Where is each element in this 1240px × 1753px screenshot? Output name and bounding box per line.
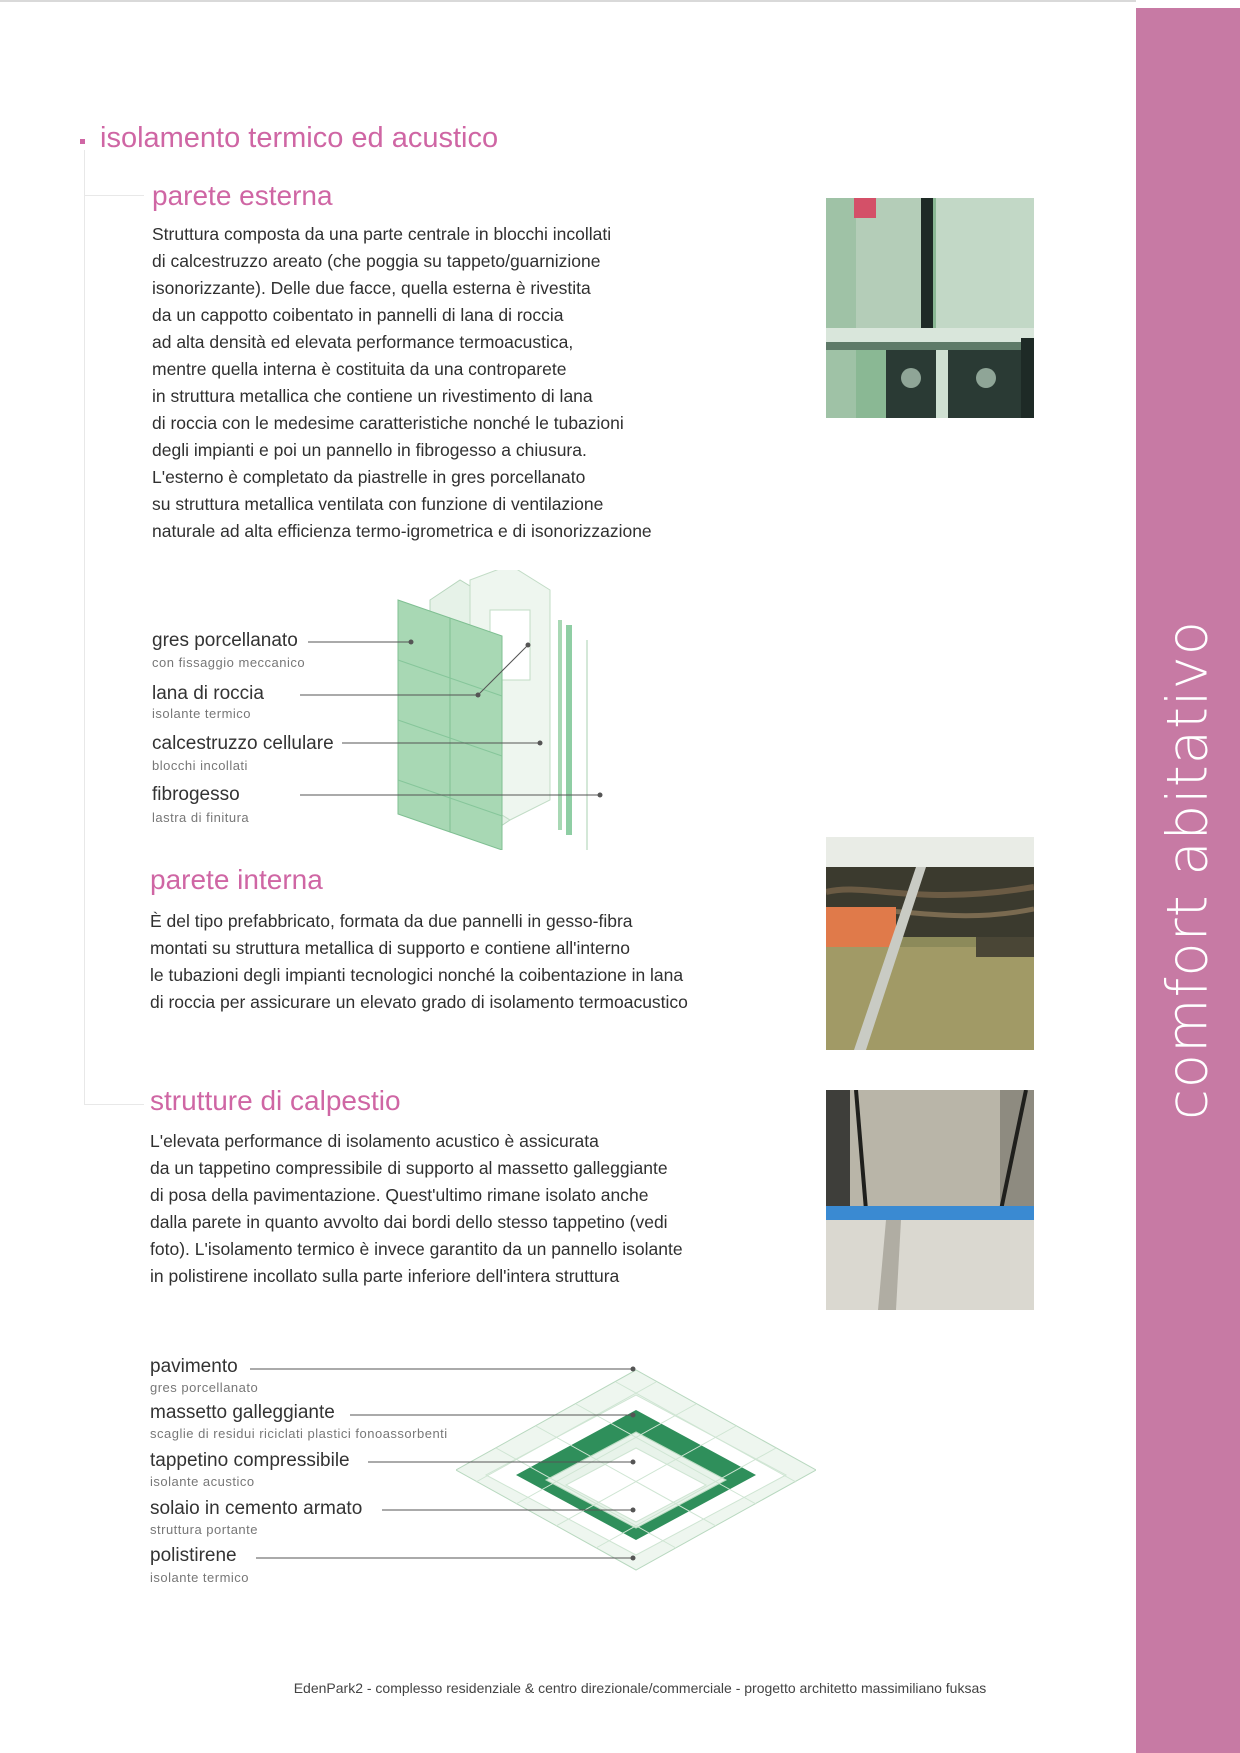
floor-label-polistirene: polistirene	[150, 1545, 237, 1566]
floor-label-solaio: solaio in cemento armato	[150, 1498, 363, 1519]
photo-floor-structure	[826, 1090, 1034, 1310]
title-bullet	[80, 139, 85, 144]
floor-label-tappetino: tappetino compressibile	[150, 1450, 350, 1471]
wall-label-fibrogesso: fibrogesso	[152, 784, 240, 805]
floor-sublabel-tappetino: isolante acustico	[150, 1474, 255, 1489]
photo-internal-wall	[826, 837, 1034, 1050]
section-body-interna: È del tipo prefabbricato, formata da due pannelli in gesso-fibra montati su struttura metallica di supporto e contiene all'interno le tubazioni degli impianti tecnologici nonché la coibentazione in lana di roccia per assicurare un elevato grado di isolamento termoacustico	[150, 911, 688, 1012]
wall-sublabel-calcestruzzo: blocchi incollati	[152, 758, 248, 773]
top-rule	[0, 0, 1136, 2]
floor-sublabel-polistirene: isolante termico	[150, 1570, 250, 1585]
page-title: isolamento termico ed acustico	[100, 122, 499, 154]
section-title-esterna: parete esterna	[152, 180, 333, 211]
wall-label-lana: lana di roccia	[152, 683, 264, 704]
section-title-calpestio: strutture di calpestio	[150, 1085, 401, 1116]
photo-wall-insulation	[826, 198, 1034, 418]
section-body-esterna: Struttura composta da una parte centrale in blocchi incollati di calcestruzzo areato (che poggia su tappeto/guarnizione isonorizzante). Delle due facce, quella esterna è rivestita da un cappotto coibentato in pannelli di lana di roccia ad alta densità ed elevata performance termoacustica, mentre quella interna è costituita da una controparete in struttura metallica che contiene un rivestimento di lana di roccia con le medesime caratteristiche nonché le tubazioni degli impianti e poi un pannello in fibrogesso a chiusura. L'esterno è completato da piastrelle in gres porcellanato su struttura metallica ventilata con funzione di ventilazione naturale ad alta efficienza termo-igrometrica e di isonorizzazione	[152, 224, 652, 541]
wall-sublabel-lana: isolante termico	[152, 706, 252, 721]
floor-sublabel-pavimento: gres porcellanato	[150, 1380, 259, 1395]
floor-label-massetto: massetto galleggiante	[150, 1402, 335, 1423]
guide-tick	[84, 1104, 144, 1105]
floor-sublabel-massetto: scaglie di residui riciclati plastici fonoassorbenti	[150, 1426, 448, 1441]
floor-sublabel-solaio: struttura portante	[150, 1522, 258, 1537]
section-title-interna: parete interna	[150, 864, 323, 895]
floor-label-pavimento: pavimento	[150, 1356, 238, 1377]
sidebar-label: comfort abitativo	[1155, 620, 1221, 1120]
wall-label-calcestruzzo: calcestruzzo cellulare	[152, 733, 334, 754]
footer-credit: EdenPark2 - complesso residenziale & centro direzionale/commerciale - progetto architetto massimiliano fuksas	[293, 1680, 987, 1696]
wall-label-gres: gres porcellanato	[152, 630, 298, 651]
section-body-calpestio: L'elevata performance di isolamento acustico è assicurata da un tappetino compressibile di supporto al massetto galleggiante di posa della pavimentazione. Quest'ultimo rimane isolato anche dalla parete in quanto avvolto dai bordi dello stesso tappetino (vedi foto). L'isolamento termico è invece garantito da un pannello isolante in polistirene incollato sulla parte inferiore dell'intera struttura	[150, 1131, 683, 1286]
wall-sublabel-fibrogesso: lastra di finitura	[152, 810, 250, 825]
wall-sublabel-gres: con fissaggio meccanico	[152, 655, 306, 670]
guide-tick	[84, 195, 144, 196]
wall-leader-lines	[300, 630, 620, 810]
section-guide-line	[84, 150, 85, 1105]
